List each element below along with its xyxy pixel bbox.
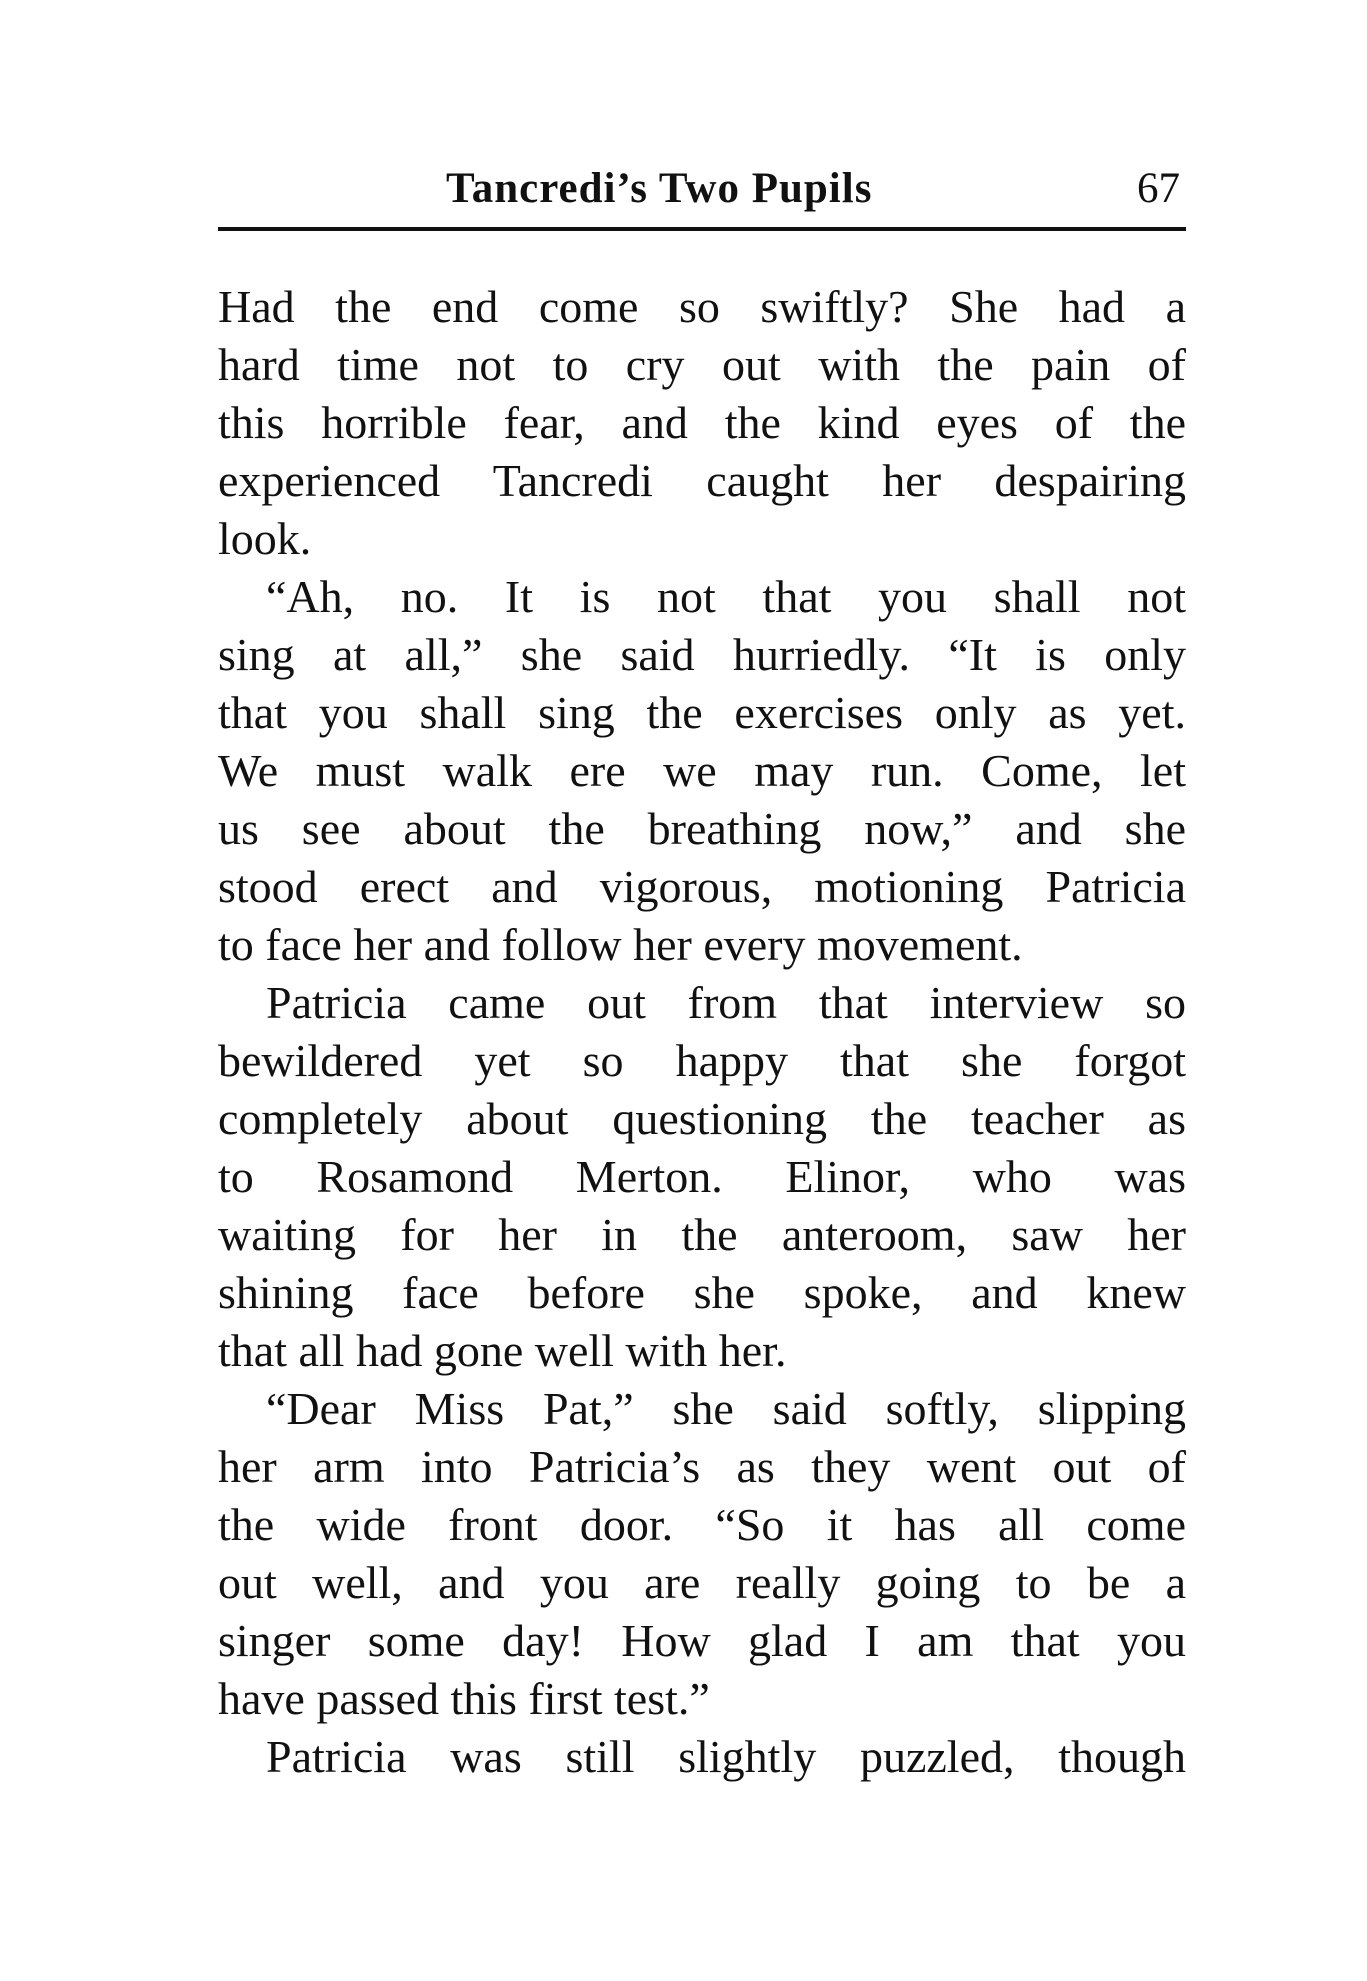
text-line: to Rosamond Merton. Elinor, who was: [218, 1151, 1186, 1202]
text-line: that you shall sing the exercises only as yet.: [218, 687, 1186, 738]
text-line: waiting for her in the anteroom, saw her: [218, 1209, 1186, 1260]
paragraph: [218, 1728, 1186, 1786]
text-line: completely about questioning the teacher as: [218, 1093, 1186, 1144]
text-line: out well, and you are really going to be a: [218, 1557, 1186, 1608]
text-line: her arm into Patricia’s as they went out of: [218, 1441, 1186, 1492]
text-line: look.: [218, 513, 312, 564]
text-line: the wide front door. “So it has all come: [218, 1499, 1186, 1550]
text-line: “Dear Miss Pat,” she said softly, slipping: [266, 1383, 1186, 1434]
text-line: We must walk ere we may run. Come, let: [218, 745, 1186, 796]
text-line: sing at all,” she said hurriedly. “It is only: [218, 629, 1186, 680]
running-head: [218, 158, 1186, 220]
page-number: 67: [1137, 165, 1180, 212]
text-line: us see about the breathing now,” and she: [218, 803, 1186, 854]
text-line: hard time not to cry out with the pain of: [218, 339, 1186, 390]
paragraph: [218, 278, 1186, 568]
text-line: singer some day! How glad I am that you: [218, 1615, 1186, 1666]
text-line: Had the end come so swiftly? She had a: [218, 281, 1186, 332]
body-text: [218, 278, 1186, 1786]
paragraph: [218, 568, 1186, 974]
text-line: have passed this first test.”: [218, 1673, 710, 1724]
text-line: experienced Tancredi caught her despairing: [218, 455, 1186, 506]
text-line: stood erect and vigorous, motioning Patricia: [218, 861, 1186, 912]
text-line: Patricia came out from that interview so: [266, 977, 1186, 1028]
text-line: that all had gone well with her.: [218, 1325, 787, 1376]
text-line: to face her and follow her every movement.: [218, 919, 1023, 970]
text-line: bewildered yet so happy that she forgot: [218, 1035, 1186, 1086]
text-line: “Ah, no. It is not that you shall not: [266, 571, 1186, 622]
paragraph: [218, 1380, 1186, 1728]
text-line: Patricia was still slightly puzzled, though: [266, 1731, 1186, 1782]
header-rule: [218, 227, 1186, 231]
text-line: this horrible fear, and the kind eyes of the: [218, 397, 1186, 448]
running-head-title: Tancredi’s Two Pupils: [446, 165, 873, 212]
paragraph: [218, 974, 1186, 1380]
text-line: shining face before she spoke, and knew: [218, 1267, 1186, 1318]
